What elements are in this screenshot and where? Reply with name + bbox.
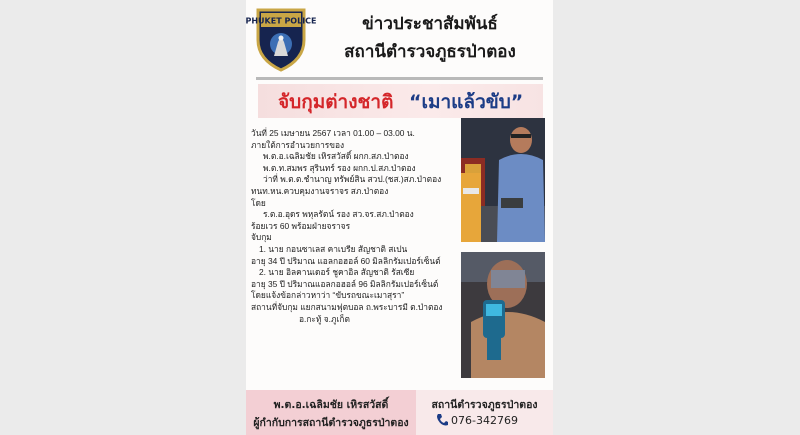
body-line: 1. นาย กอนซาเลส คาเบรีย สัญชาติ สเปน <box>259 243 408 254</box>
arrest-photo-blurred-suspect <box>461 252 545 378</box>
title-red-text: จับกุมต่างชาติ <box>278 91 394 113</box>
body-line: ทนท.หน.ควบคุมงานจราจร สภ.ป่าตอง <box>251 185 389 196</box>
body-line: อายุ 35 ปี ปริมาณแอลกอฮอล์ 96 มิลลิกรัมเปอร์เซ็นต์ <box>251 278 439 289</box>
header-line-2: สถานีตำรวจภูธรป่าตอง <box>344 42 516 62</box>
station-phone-number: 076-342769 <box>451 414 518 427</box>
commander-name: พ.ต.อ.เฉลิมชัย เหิรสวัสดิ์ <box>273 399 389 411</box>
logo-text: PHUKET POLICE <box>245 16 317 26</box>
body-line: ภายใต้การอำนวยการของ <box>251 139 345 150</box>
body-line: ร้อยเวร 60 พร้อมฝ่ายจราจร <box>251 220 351 231</box>
body-line: จับกุม <box>251 232 272 243</box>
body-line: ร.ต.อ.อุดร พหุลรัตน์ รอง สว.จร.สภ.ป่าตอง <box>263 209 414 220</box>
body-line: วันที่ 25 เมษายน 2567 เวลา 01.00 – 03.00 น. <box>251 128 415 138</box>
body-line: อายุ 34 ปี ปริมาณ แอลกอฮอล์ 60 มิลลิกรัมเปอร์เซ็นต์ <box>251 255 441 266</box>
body-line: พ.ต.ท.สมพร สุรินทร์ รอง ผกก.ป.สภ.ป่าตอง <box>263 162 416 173</box>
commander-title: ผู้กำกับการสถานีตำรวจภูธรป่าตอง <box>253 417 409 429</box>
body-line: สถานที่จับกุม แยกสนามฟุตบอล ถ.พระบารมี ต.ป่าตอง <box>251 301 443 312</box>
station-name: สถานีตำรวจภูธรป่าตอง <box>431 399 538 411</box>
body-line: โดยแจ้งข้อกล่าวหาว่า “ขับรถขณะเมาสุรา” <box>251 290 405 301</box>
body-line: โดย <box>251 197 266 208</box>
header-divider <box>256 77 543 80</box>
body-line: ว่าที่ พ.ต.ต.ชำนาญ ทรัพย์สิน สวป.(ชส.)สภ.ป่าตอง <box>263 174 442 185</box>
phuket-police-badge-logo <box>245 6 317 72</box>
body-line: 2. นาย อิลคานเดอร์ ชูคาอิล สัญชาติ รัสเซีย <box>259 267 415 278</box>
press-release-poster <box>246 0 553 435</box>
phone-icon <box>436 413 448 427</box>
title-blue-text: “เมาแล้วขับ” <box>409 91 524 113</box>
arrest-photo-breathalyzer-test <box>461 118 545 242</box>
body-line: พ.ต.อ.เฉลิมชัย เหิรสวัสดิ์ ผกก.สภ.ป่าตอง <box>263 151 409 162</box>
body-text <box>251 128 464 325</box>
body-line: อ.กะทู้ จ.ภูเก็ต <box>299 313 350 324</box>
header-line-1: ข่าวประชาสัมพันธ์ <box>362 14 498 34</box>
